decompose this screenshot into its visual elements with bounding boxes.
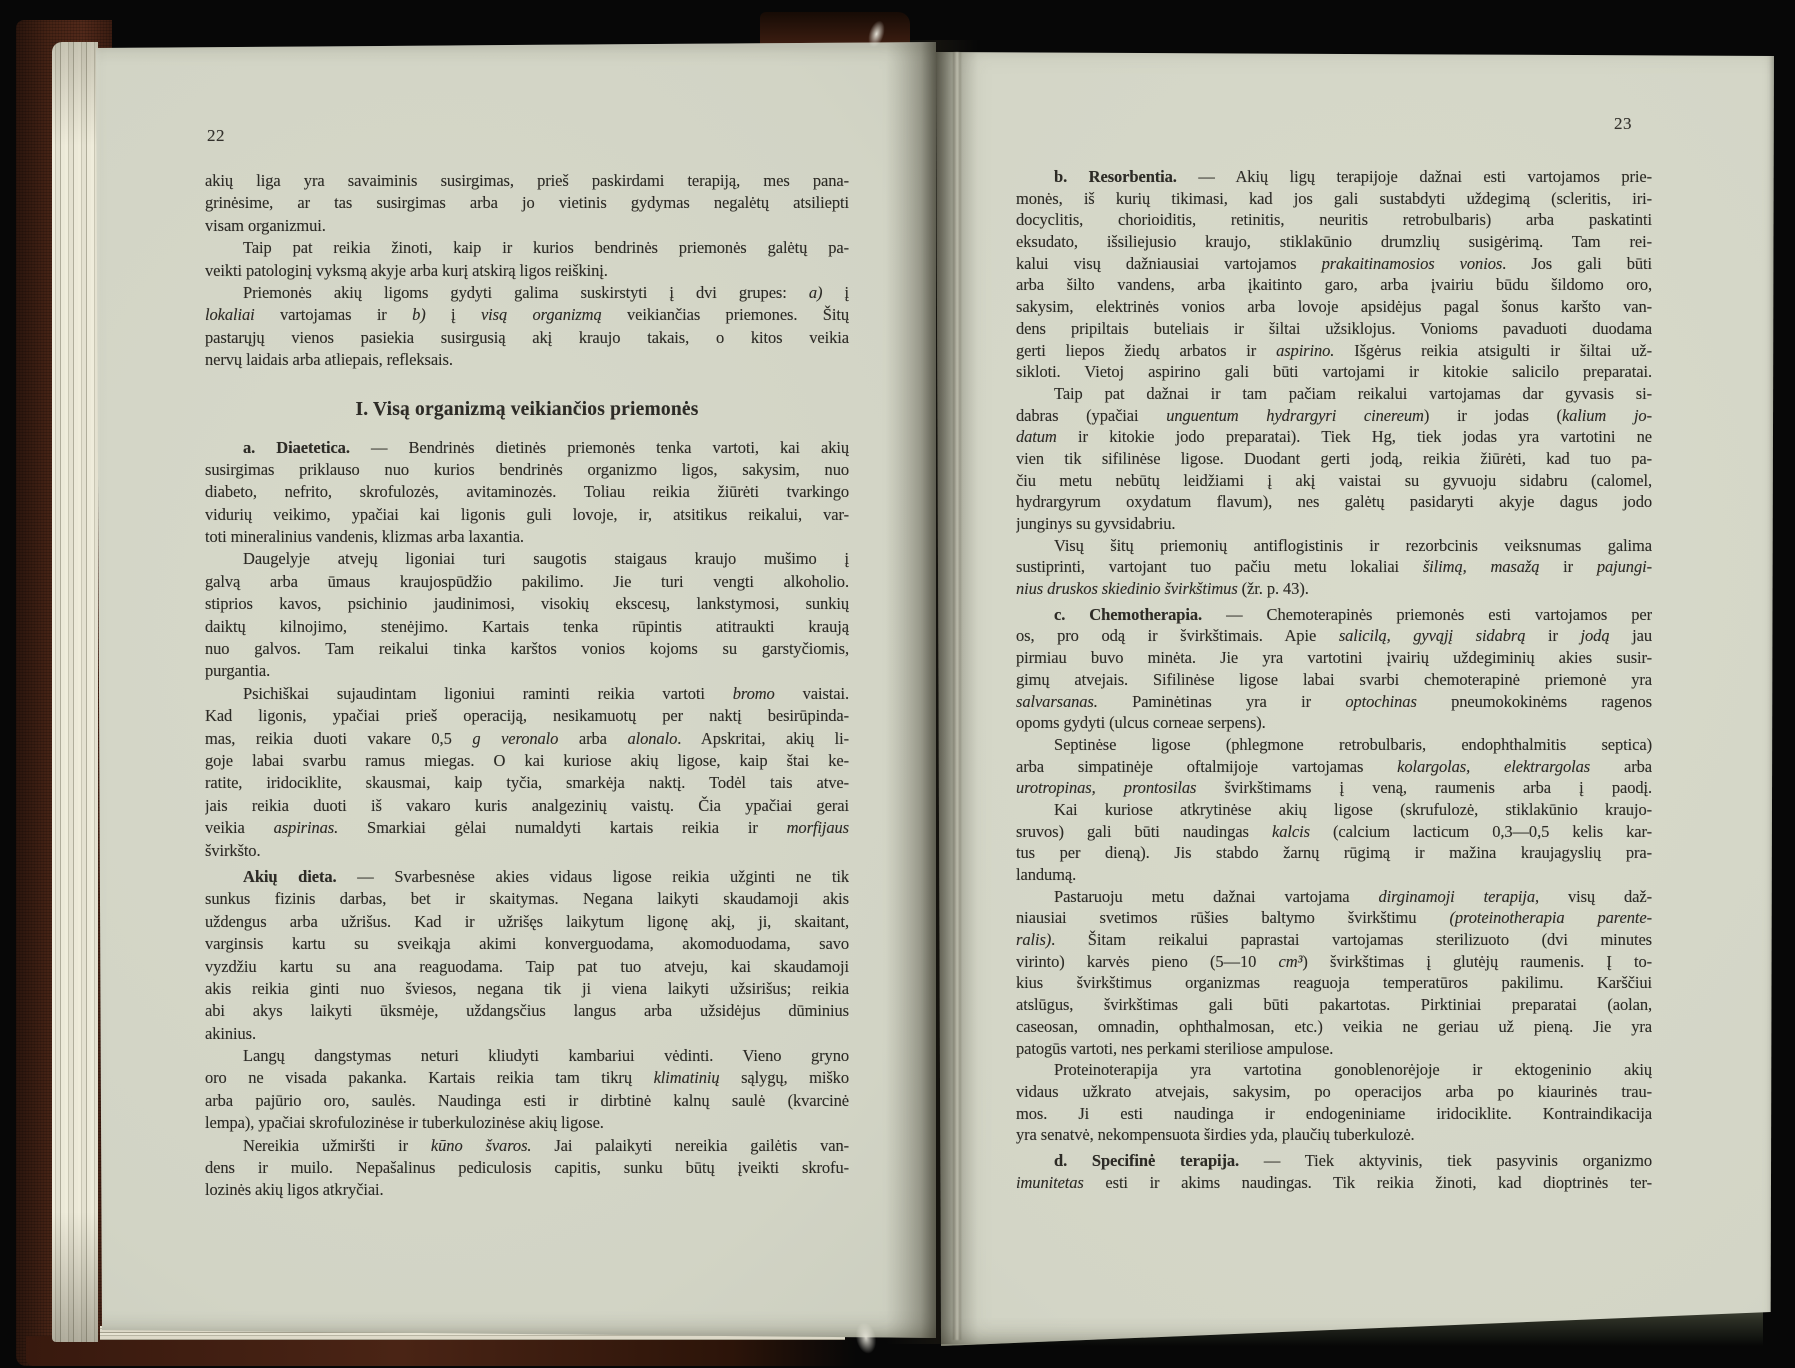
text-line: [205, 304, 849, 326]
text-line: [205, 282, 849, 304]
text-segment: uždengus arba užrišus. Kad ir užrišęs laikytum ligonę akį, ji, skaitant,: [205, 911, 849, 931]
text-segment: nuo galvos. Tam reikalui tinka karštos vonios kojoms su garstyčiomis,: [205, 639, 849, 659]
text-segment: (žr. p. 43).: [1237, 579, 1309, 599]
text-line: [1016, 712, 1652, 734]
text-line: [1016, 491, 1652, 513]
text-line: [205, 526, 849, 548]
text-segment: Paminėtinas yra ir: [1097, 691, 1346, 711]
text-line: [1016, 340, 1652, 362]
right-page-number: 23: [1614, 114, 1632, 133]
italic-segment: optochinas: [1345, 691, 1417, 711]
text-line: [1016, 799, 1652, 821]
italic-segment: cm³: [1278, 951, 1303, 971]
text-segment: hydrargyrum oxydatum flavum), nes galėtų pasidaryti akyje dagus jodo: [1016, 492, 1652, 512]
text-line: [205, 660, 849, 682]
text-line: [1016, 625, 1652, 647]
text-segment: ir: [1525, 626, 1581, 646]
text-line: [1016, 886, 1652, 908]
text-segment: atslūgus, švirkštimas gali būti pakartotas. Pirktiniai preparatai (aolan,: [1016, 995, 1652, 1015]
text-line: [205, 728, 849, 750]
text-line: [205, 772, 849, 794]
text-line: [1016, 604, 1652, 626]
italic-segment: nius druskos skiedinio švirkštimus: [1016, 579, 1238, 599]
italic-segment: a): [808, 282, 823, 302]
text-segment: landumą.: [1016, 865, 1077, 884]
paragraph: [1016, 734, 1652, 799]
text-segment: Jai palaikyti nereikia gailėtis van-: [531, 1135, 849, 1155]
italic-segment: datum: [1016, 427, 1057, 447]
text-segment: sruvos) gali būti naudingas: [1016, 821, 1272, 841]
text-segment: — Bendrinės dietinės priemonės tenka vartoti, kai akių: [349, 437, 849, 457]
text-line: [205, 215, 849, 237]
text-segment: akis reikia ginti nuo šviesos, negana tik ji viena laikyti užsirišus; reikia: [205, 978, 849, 998]
italic-segment: bromo: [732, 683, 775, 703]
text-segment: dens ir muilo. Nepašalinus pediculosis capitis, sunku būtų įveikti skrofu-: [205, 1158, 849, 1178]
paragraph: [1016, 1059, 1652, 1146]
text-line: [1016, 231, 1652, 253]
text-segment: švirkšto.: [205, 840, 261, 860]
text-line: [205, 1135, 849, 1157]
text-segment: Septinėse ligose (phlegmone retrobulbaris, endophthalmitis septica): [1054, 734, 1652, 754]
text-line: [1016, 188, 1652, 210]
text-segment: grinėsime, ar tas susirgimas arba jo vietinis gydymas negalėtų atsiliepti: [205, 193, 849, 213]
text-line: [1016, 972, 1652, 994]
text-line: [1016, 907, 1652, 929]
bold-lead: d. Specifinė terapija.: [1054, 1150, 1240, 1170]
italic-segment: kalium jo-: [1561, 405, 1652, 425]
text-line: [1016, 253, 1652, 275]
text-line: [205, 1000, 849, 1022]
text-line: [1016, 647, 1652, 669]
text-line: [205, 933, 849, 955]
text-line: [1016, 1038, 1652, 1060]
text-segment: Priemonės akių ligoms gydyti galima suskirstyti į dvi grupes:: [243, 282, 809, 302]
left-page-text: [205, 170, 849, 1202]
text-segment: patogūs vartoti, nes perkami steriliose ampulose.: [1016, 1038, 1334, 1058]
text-segment: daiktų kilnojimo, stenėjimo. Kartais tenka rūpintis atitraukti kraują: [205, 616, 849, 636]
text-segment: švirkštimams į veną, raumenis arba į paodį.: [1196, 778, 1652, 798]
text-line: [1016, 1059, 1652, 1081]
text-segment: diabeto, nefrito, skrofulozės, avitaminozės. Toliau reikia žiūrėti tvarkingo: [205, 482, 849, 502]
text-line: [1016, 842, 1652, 864]
text-segment: varginsis kartu su sveikąja akimi konverguodama, akomoduodama, savo: [205, 934, 849, 954]
book-cover-bottom-edge: [26, 1336, 856, 1366]
text-line: [205, 1067, 849, 1089]
italic-segment: unguentum hydrargyri cinereum: [1166, 405, 1424, 425]
text-segment: vidurių veikimo, ypačiai kai ligonis guli lovoje, ir, atsitikus reikalui, var-: [205, 504, 849, 524]
text-segment: veikiančias priemones. Šitų: [601, 305, 849, 325]
text-segment: Taip pat dažnai ir tam pačiam reikalui vartojamas dar gyvasis si-: [1054, 383, 1652, 403]
text-segment: abi akys laikyti ūksmėje, uždangsčius langus arba užsidėjus dūminius: [205, 1001, 849, 1021]
right-page-text: [1016, 162, 1652, 1193]
text-line: [1016, 777, 1652, 799]
paragraph: [205, 1135, 849, 1202]
text-segment: niausiai svetimos rūšies baltymo švirkštimu: [1016, 908, 1450, 928]
text-line: [205, 504, 849, 526]
italic-segment: visą organizmą: [480, 305, 602, 325]
text-segment: gimų atvejais. Sifilinėse ligose labai svarbi chemoterapinė priemonė yra: [1016, 669, 1652, 689]
paragraph: [205, 170, 849, 237]
text-line: [205, 1090, 849, 1112]
left-page-number: 22: [207, 126, 225, 145]
text-segment: sąlygų, miško: [719, 1068, 849, 1088]
text-segment: virinto) karvės pieno (5—10: [1016, 951, 1279, 971]
text-segment: arba šilto vandens, arba įkaitinto garo, arba įvairiu būdu šildomo oro,: [1016, 275, 1652, 295]
paragraph: [205, 237, 849, 282]
text-line: [1016, 209, 1652, 231]
bold-lead: b. Resorbentia.: [1054, 167, 1177, 186]
italic-segment: lokaliai: [205, 305, 255, 325]
text-line: [205, 683, 849, 705]
italic-segment: b): [412, 305, 426, 325]
text-line: [1016, 864, 1652, 886]
text-line: [205, 1023, 849, 1045]
text-segment: Psichiškai sujaudintam ligoniui raminti reikia vartoti: [243, 683, 733, 703]
italic-segment: salvarsanas.: [1016, 691, 1098, 711]
text-line: [1016, 1081, 1652, 1103]
text-line: [205, 260, 849, 282]
text-line: [1016, 274, 1652, 296]
section-heading: I. Visą organizmą veikiančios priemonės: [355, 398, 699, 420]
bold-lead: Akių dieta.: [243, 866, 337, 886]
text-line: [205, 1179, 849, 1201]
text-line: [1016, 821, 1652, 843]
text-line: [1016, 1124, 1652, 1146]
italic-segment: g veronalo: [472, 728, 559, 748]
italic-segment: salicilą, gyvąjį sidabrą: [1338, 626, 1526, 646]
text-line: [205, 750, 849, 772]
gutter-shadow: [886, 40, 978, 1344]
italic-segment: dirginamoji terapija: [1378, 886, 1536, 906]
text-segment: ratite, iridociklite, skausmai, kaip tyčia, smarkėja naktį. Todėl tais atve-: [205, 773, 849, 793]
italic-segment: aspirinas.: [273, 818, 339, 838]
text-segment: ir: [1539, 557, 1597, 577]
text-line: [205, 866, 849, 888]
paragraph: [205, 866, 849, 1045]
text-line: [205, 237, 849, 259]
text-line: [1016, 166, 1652, 188]
text-line: [1016, 318, 1652, 340]
text-segment: arba: [1590, 756, 1652, 776]
text-segment: . Jos gali būti: [1502, 253, 1652, 273]
text-segment: mas, reikia duoti vakare 0,5: [205, 728, 473, 748]
text-segment: Daugelyje atvejų ligoniai turi saugotis staigaus kraujo mušimo į: [243, 549, 849, 569]
text-segment: mos. Ji esti naudinga ir endogeniniame iridociklite. Kontraindikacija: [1016, 1103, 1652, 1123]
text-segment: Išgėrus reikia atsigulti ir šiltai už-: [1334, 340, 1652, 360]
text-segment: dabras (ypačiai: [1016, 405, 1167, 425]
text-segment: , visų daž-: [1535, 886, 1652, 906]
text-segment: kius švirkštimus organizmas reaguoja temperatūros pakilimu. Karščiui: [1016, 973, 1652, 993]
text-line: [1016, 448, 1652, 470]
text-segment: čiu metu nebūtų leidžiami į akį vaistai su gyvuoju sidabru (calomel,: [1016, 470, 1652, 490]
text-segment: galvą arba ūmaus kraujospūdžio pakilimo. Jie turi vengti alkoholio.: [205, 571, 849, 591]
text-segment: vidaus užkrato atvejais, sakysim, po operacijos arba po kiaurinės trau-: [1016, 1081, 1652, 1101]
text-segment: pneumokokinėms ragenos: [1416, 691, 1652, 711]
text-segment: akinius.: [205, 1023, 256, 1043]
text-line: [205, 548, 849, 570]
text-segment: pirmiau buvo minėta. Jie yra vartotini įvairių uždegiminių akies susir-: [1016, 648, 1652, 668]
text-segment: vaistai.: [774, 683, 849, 703]
paragraph: [205, 548, 849, 682]
text-segment: į: [425, 305, 481, 325]
text-segment: ir kitokie jodo preparatai). Tiek Hg, tiek jodas yra vartotini ne: [1056, 427, 1652, 447]
text-line: [1016, 1103, 1652, 1125]
paragraph: [1016, 166, 1652, 383]
text-segment: jau: [1609, 626, 1652, 646]
text-line: [205, 795, 849, 817]
italic-segment: kalcis: [1272, 821, 1310, 841]
text-segment: oro ne visada pakanka. Kartais reikia tam tikrų: [205, 1068, 654, 1088]
text-segment: ) švirkštimas į glutėjų raumenis. Į to-: [1302, 951, 1652, 971]
text-line: [205, 481, 849, 503]
text-segment: esti ir akims naudingas. Tik reikia žinoti, kad dioptrinės ter-: [1083, 1172, 1652, 1192]
text-segment: junginys su gyvsidabriu.: [1016, 514, 1176, 533]
text-segment: nervų laidais arba atliepais, refleksais.: [205, 350, 453, 370]
paragraph: [205, 1045, 849, 1135]
bold-lead: c. Chemotherapia.: [1054, 604, 1203, 624]
italic-segment: morfijaus: [786, 818, 849, 838]
text-segment: vartojamas ir: [254, 305, 413, 325]
text-line: [205, 170, 849, 192]
text-line: [205, 888, 849, 910]
text-line: [205, 978, 849, 1000]
text-line: [205, 437, 849, 459]
text-line: [205, 593, 849, 615]
paragraph: [1016, 1150, 1652, 1193]
text-segment: kalui visų dažniausiai vartojamos: [1016, 253, 1322, 273]
text-line: [1016, 556, 1652, 578]
text-line: [205, 705, 849, 727]
text-line: [1016, 426, 1652, 448]
italic-segment: ralis): [1016, 930, 1052, 950]
italic-segment: kolargolas, elektrargolas: [1397, 756, 1591, 776]
text-segment: Smarkiai gėlai numaldyti kartais reikia ir: [338, 818, 787, 838]
text-line: [205, 349, 849, 371]
text-line: [1016, 1016, 1652, 1038]
text-segment: tus per dieną). Jis stabdo žarnų rūgimą ir mažina kraujagyslių pra-: [1016, 843, 1652, 863]
text-line: [205, 840, 849, 862]
text-line: [1016, 470, 1652, 492]
paragraph: [1016, 383, 1652, 535]
text-segment: Visų šitų priemonių antiflogistinis ir rezorbcinis veiksnumas galima: [1054, 535, 1652, 555]
text-segment: susirgimas priklauso nuo kurios bendrinės organizmo ligos, sakysim, nuo: [205, 459, 849, 479]
text-line: [205, 327, 849, 349]
text-segment: eksudato, išsiliejusio kraujo, stiklakūnio drumzlių susigėrimą. Tam rei-: [1016, 232, 1652, 252]
text-line: [1016, 361, 1652, 383]
text-segment: gerti liepos žiedų arbatos ir: [1016, 340, 1277, 360]
text-segment: Langų dangstymas neturi kliudyti kambariui vėdinti. Vieno gryno: [243, 1046, 849, 1066]
text-segment: — Tiek aktyvinis, tiek pasyvinis organizmo: [1239, 1150, 1652, 1170]
text-line: [1016, 535, 1652, 557]
text-line: [1016, 929, 1652, 951]
text-line: [205, 459, 849, 481]
text-segment: visam organizmui.: [205, 215, 326, 235]
text-segment: arba simpatinėje oftalmijoje vartojamas: [1016, 756, 1398, 776]
text-segment: veikti patologinį vyksmą akyje arba kurį atskirą ligos reiškinį.: [205, 260, 608, 280]
text-segment: Proteinoterapija yra vartotina gonoblenorėjoje ir ektogeninio akių: [1054, 1060, 1652, 1080]
text-line: [1016, 669, 1652, 691]
italic-segment: šilimą, masažą: [1422, 557, 1540, 577]
italic-segment: prakaitinamosios vonios: [1321, 253, 1503, 273]
italic-segment: klimatinių: [653, 1068, 720, 1088]
text-segment: Nereikia užmiršti ir: [243, 1135, 431, 1155]
text-segment: — Akių ligų terapijoje dažnai esti vartojamos prie-: [1176, 167, 1652, 186]
text-segment: sunkus fizinis darbas, bet ir skaitymas. Negana laikyti skaudamoji akis: [205, 889, 849, 909]
text-line: [1016, 994, 1652, 1016]
text-segment: jais reikia duoti iš vakaro kuris analgezinių vaistų. Čia ypačiai gerai: [205, 795, 849, 815]
text-line: [205, 1112, 849, 1134]
text-segment: (calcium lacticum 0,3—0,5 kelis kar-: [1309, 821, 1652, 841]
text-segment: veikia: [205, 818, 274, 838]
text-line: [1016, 383, 1652, 405]
text-segment: monės, iš kurių tikimasi, kad jos gali sustabdyti uždegimą (scleritis, iri-: [1016, 188, 1652, 208]
text-line: [1016, 734, 1652, 756]
text-segment: arba pajūrio oro, saulės. Naudinga esti ir dirbtinė kalnų saulė (kvarcinė: [205, 1090, 849, 1110]
text-segment: — Svarbesnėse akies vidaus ligose reikia užginti ne tik: [336, 866, 849, 886]
text-segment: toti mineralinius vandenis, klizmas arba laxantia.: [205, 527, 524, 547]
text-line: [1016, 513, 1652, 535]
text-segment: purgantia.: [205, 661, 271, 681]
italic-segment: alonalo: [627, 728, 678, 748]
text-line: [1016, 951, 1652, 973]
italic-segment: (proteinotherapia parente-: [1449, 908, 1652, 928]
text-segment: . Šitam reikalui paprastai vartojamas sterilizuoto (dvi minutes: [1051, 930, 1652, 950]
text-line: [205, 616, 849, 638]
italic-segment: pajungi-: [1596, 557, 1652, 577]
text-segment: . Apskritai, akių li-: [677, 728, 849, 748]
text-segment: sustiprinti, vartojant tuo pačiu metu lokaliai: [1016, 557, 1423, 577]
text-line: [1016, 405, 1652, 427]
text-line: [1016, 578, 1652, 600]
text-segment: į: [822, 282, 849, 302]
text-line: [205, 192, 849, 214]
text-segment: akių liga yra savaiminis susirgimas, prieš paskirdami terapiją, mes pana-: [205, 171, 849, 190]
text-segment: — Chemoterapinės priemonės esti vartojamos per: [1202, 604, 1652, 624]
paragraph: [1016, 535, 1652, 600]
italic-segment: kūno švaros.: [430, 1135, 532, 1155]
text-line: [1016, 296, 1652, 318]
text-line: [1016, 691, 1652, 713]
text-segment: yra senatvė, nekompensuota širdies yda, plaučių tuberkulozė.: [1016, 1125, 1415, 1145]
text-segment: lozinės akių ligos atkryčiai.: [205, 1180, 384, 1200]
text-line: [205, 1045, 849, 1067]
text-line: [205, 956, 849, 978]
text-line: [205, 817, 849, 839]
text-segment: vyzdžiu kartu su ana reaguodama. Taip pat tuo atveju, kai skaudamoji: [205, 956, 849, 976]
text-segment: Taip pat reikia žinoti, kaip ir kurios bendrinės priemonės galėtų pa-: [243, 238, 849, 258]
text-segment: arba: [558, 728, 628, 748]
paragraph: [205, 282, 849, 372]
text-segment: stiprios kavos, psichinio jaudinimosi, visokių ekscesų, lankstymosi, sunkių: [205, 594, 849, 614]
text-segment: sakysim, elektrinės vonios arba lovoje apsidėjus pagal šonus karšto van-: [1016, 297, 1652, 317]
text-segment: vien tik sifilinėse ligose. Duodant gerti jodą, reikia žiūrėti, kad tuo pa-: [1016, 448, 1652, 468]
italic-segment: jodą: [1580, 626, 1610, 646]
text-line: [1016, 1150, 1652, 1172]
italic-segment: imunitetas: [1016, 1172, 1084, 1192]
text-line: [205, 1157, 849, 1179]
paragraph: [1016, 886, 1652, 1060]
paragraph: [205, 683, 849, 862]
paragraph: [1016, 604, 1652, 734]
text-segment: Pastaruoju metu dažnai vartojama: [1054, 886, 1379, 906]
text-segment: lempa), ypačiai skrofulozinėse ir tuberkulozinėse akių ligose.: [205, 1113, 604, 1133]
text-segment: Kad ligonis, ypačiai prieš operaciją, nesikamuotų per naktį besirūpinda-: [205, 706, 849, 726]
text-segment: sikloti. Vietoj aspirino gali būti vartojami ir kitokie salicilo preparatai.: [1016, 362, 1652, 382]
text-segment: os, pro odą ir švirkštimais. Apie: [1016, 626, 1339, 646]
bold-lead: a. Diaetetica.: [243, 437, 350, 457]
text-segment: goje labai svarbu ramus miegas. O kai kuriose akių ligose, kaip štai ke-: [205, 750, 849, 770]
text-segment: ) ir jodas (: [1423, 405, 1562, 425]
text-segment: caseosan, omnadin, ophthalmosan, etc.) veikia ne geriau už pieną. Jie yra: [1016, 1016, 1652, 1036]
text-segment: dens pripiltais buteliais ir šiltai užsiklojus. Vonioms pavaduoti duodama: [1016, 318, 1652, 338]
text-segment: docyclitis, chorioiditis, retinitis, neuritis retrobulbaris) arba paskatinti: [1016, 210, 1652, 230]
text-segment: opoms gydyti (ulcus corneae serpens).: [1016, 713, 1266, 733]
text-line: [205, 911, 849, 933]
italic-segment: aspirino.: [1276, 340, 1335, 360]
text-segment: pastarųjų vienos pasiekia susirgusią akį kraujo takais, o kitos veikia: [205, 327, 849, 347]
text-line: [1016, 1172, 1652, 1194]
paragraph: [1016, 799, 1652, 886]
page-stack-left-edge: [52, 42, 98, 1342]
paragraph: [205, 437, 849, 549]
text-line: [205, 571, 849, 593]
text-line: [1016, 756, 1652, 778]
text-line: [205, 638, 849, 660]
italic-segment: urotropinas, prontosilas: [1016, 778, 1197, 798]
text-segment: Kai kuriose atkrytinėse akių ligose (skrufulozė, stiklakūnio kraujo-: [1054, 799, 1652, 819]
